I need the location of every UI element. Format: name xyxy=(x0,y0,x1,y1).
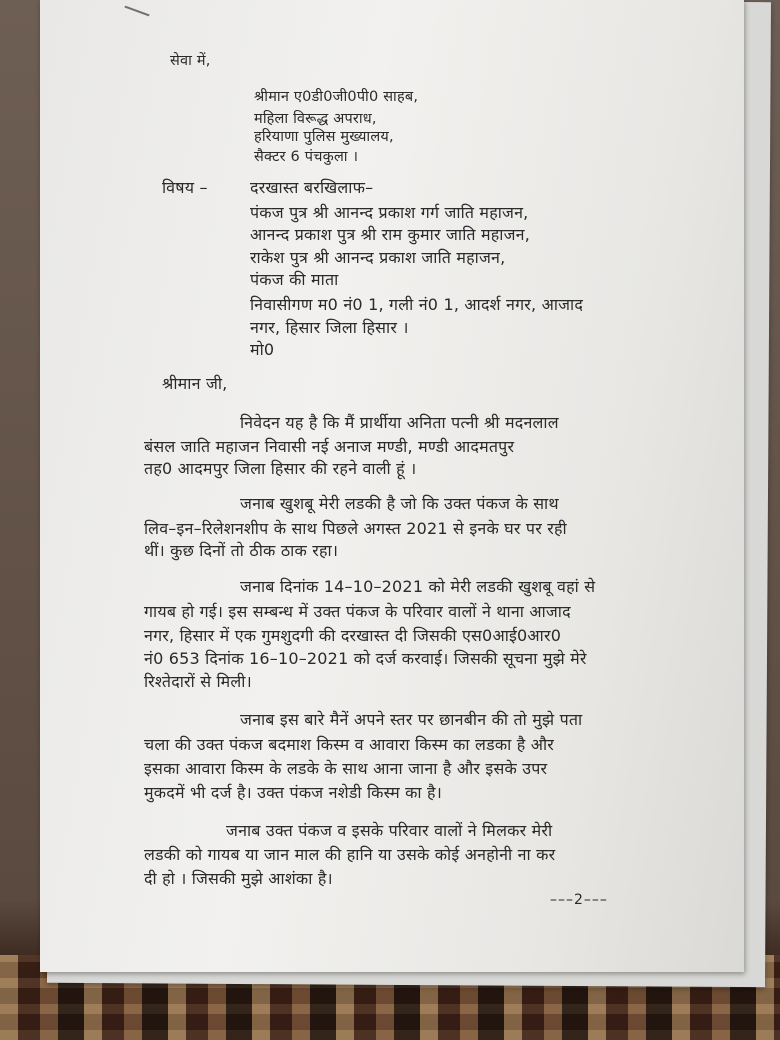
para-5-line-1: जनाब उक्त पंकज व इसके परिवार वालों ने मिलकर मेरी xyxy=(226,821,553,840)
subject-line-1: दरखास्त बरखिलाफ– xyxy=(250,178,374,197)
para-4-line-2: चला की उक्त पंकज बदमाश किस्म व आवारा किस्म का लडका है और xyxy=(144,735,555,754)
subject-line-2: पंकज पुत्र श्री आनन्द प्रकाश गर्ग जाति महाजन, xyxy=(250,203,529,222)
address-line-3: हरियाणा पुलिस मुख्यालय, xyxy=(254,129,394,145)
subject-label: विषय – xyxy=(162,178,208,197)
subject-line-8: मो0 xyxy=(250,340,275,359)
para-5-line-3: दी हो । जिसकी मुझे आशंका है। xyxy=(144,869,333,888)
para-3-line-5: रिश्तेदारों से मिली। xyxy=(144,672,252,691)
letter-page xyxy=(40,0,744,972)
para-1-line-3: तह0 आदमपुर जिला हिसार की रहने वाली हूं । xyxy=(144,459,417,478)
address-line-4: सैक्टर 6 पंचकुला । xyxy=(254,149,359,165)
para-3-line-2: गायब हो गई। इस सम्बन्ध में उक्त पंकज के परिवार वालों ने थाना आजाद xyxy=(144,602,571,621)
subject-line-7: नगर, हिसार जिला हिसार । xyxy=(250,318,409,337)
para-1-line-1: निवेदन यह है कि मैं प्रार्थीया अनिता पत्नी श्री मदनलाल xyxy=(240,413,559,432)
para-3-line-4: नं0 653 दिनांक 16–10–2021 को दर्ज करवाई। जिसकी सूचना मुझे मेरे xyxy=(144,649,587,668)
para-4-line-1: जनाब इस बारे मैनें अपने स्तर पर छानबीन की तो मुझे पता xyxy=(240,710,583,729)
greeting: श्रीमान जी, xyxy=(162,374,228,393)
address-line-2: महिला विरूद्ध अपराध, xyxy=(254,111,377,127)
para-3-line-1: जनाब दिनांक 14–10–2021 को मेरी लडकी खुशबू वहां से xyxy=(240,577,596,596)
address-line-1: श्रीमान ए0डी0जी0पी0 साहब, xyxy=(254,89,419,105)
page-marker: –––2––– xyxy=(550,892,608,908)
subject-line-6: निवासीगण म0 नं0 1, गली नं0 1, आदर्श नगर, आजाद xyxy=(250,295,584,314)
subject-line-4: राकेश पुत्र श्री आनन्द प्रकाश जाति महाजन, xyxy=(250,248,506,267)
para-4-line-3: इसका आवारा किस्म के लडके के साथ आना जाना है और इसके उपर xyxy=(144,759,548,778)
para-3-line-3: नगर, हिसार में एक गुमशुदगी की दरखास्त दी जिसकी एस0आई0आर0 xyxy=(144,626,562,645)
para-2-line-3: थीं। कुछ दिनों तो ठीक ठाक रहा। xyxy=(144,541,339,560)
subject-line-3: आनन्द प्रकाश पुत्र श्री राम कुमार जाति महाजन, xyxy=(250,225,531,244)
para-2-line-1: जनाब खुशबू मेरी लडकी है जो कि उक्त पंकज के साथ xyxy=(240,494,559,513)
para-5-line-2: लडकी को गायब या जान माल की हानि या उसके कोई अनहोनी ना कर xyxy=(144,845,556,864)
salutation-to: सेवा में, xyxy=(170,53,211,69)
para-1-line-2: बंसल जाति महाजन निवासी नई अनाज मण्डी, मण्डी आदमतपुर xyxy=(144,437,515,456)
pen-mark xyxy=(124,6,149,17)
subject-line-5: पंकज की माता xyxy=(250,270,339,289)
para-4-line-4: मुकदमें भी दर्ज है। उक्त पंकज नशेडी किस्म का है। xyxy=(144,783,443,802)
para-2-line-2: लिव–इन–रिलेशनशीप के साथ पिछले अगस्त 2021 से इनके घर पर रही xyxy=(144,519,567,538)
